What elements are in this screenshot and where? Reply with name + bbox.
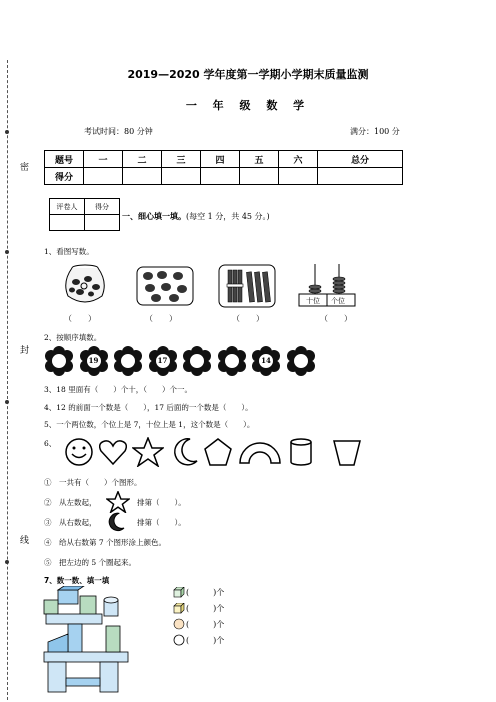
score-cell[interactable] bbox=[123, 168, 162, 185]
flower-number: 19 bbox=[88, 356, 99, 365]
cube-icon bbox=[173, 603, 185, 614]
flower-number bbox=[286, 346, 316, 376]
score-cell[interactable] bbox=[162, 168, 201, 185]
grader-header: 评卷人 bbox=[50, 199, 85, 215]
score-header-cell: 题号 bbox=[45, 151, 84, 168]
q6-label: 6、 bbox=[44, 439, 57, 448]
score-cell[interactable] bbox=[84, 168, 123, 185]
score-header-cell: 四 bbox=[201, 151, 240, 168]
cup-trapezoid-icon bbox=[332, 437, 362, 467]
flower-number bbox=[217, 346, 247, 376]
q7-row-4: ( )个 bbox=[186, 636, 225, 645]
cylinder-icon bbox=[288, 437, 314, 467]
q6-item-3: ③ 从右数起， bbox=[44, 518, 97, 527]
crescent-moon-icon bbox=[170, 437, 200, 467]
margin-dot bbox=[5, 250, 9, 254]
score-header-cell: 六 bbox=[279, 151, 318, 168]
section-1-title: 一、细心填一填。 bbox=[122, 212, 186, 221]
q1-label: 1、看图写数。 bbox=[44, 247, 94, 256]
flower-blank[interactable] bbox=[79, 346, 109, 376]
score-cell[interactable] bbox=[201, 168, 240, 185]
score-header-cell: 总分 bbox=[318, 151, 403, 168]
cylinder-icon bbox=[173, 618, 185, 630]
grader-cell[interactable] bbox=[50, 215, 85, 231]
flower-blank[interactable] bbox=[113, 346, 143, 376]
abacus-tens-label: 十位 bbox=[306, 297, 320, 305]
q6-item-2: ② 从左数起， bbox=[44, 498, 97, 507]
sphere-icon bbox=[173, 634, 185, 646]
q6-item-3-rank: 排第（ ）。 bbox=[137, 518, 186, 527]
star-icon bbox=[106, 491, 130, 513]
margin-char-mi: 密 bbox=[20, 163, 30, 173]
flower-number bbox=[182, 346, 212, 376]
flower-number bbox=[44, 346, 74, 376]
flower-number bbox=[113, 346, 143, 376]
q7-row-1: ( )个 bbox=[186, 588, 225, 597]
margin-dot bbox=[5, 400, 9, 404]
score-cell[interactable] bbox=[318, 168, 403, 185]
q7-row-3: ( )个 bbox=[186, 620, 225, 629]
section-1-note: (每空 1 分，共 45 分。) bbox=[186, 212, 270, 221]
flower-blank[interactable] bbox=[286, 346, 316, 376]
smiley-face-icon bbox=[64, 437, 94, 467]
flower-blank[interactable] bbox=[251, 346, 281, 376]
score-header-cell: 一 bbox=[84, 151, 123, 168]
abacus-ones-label: 个位 bbox=[331, 297, 345, 305]
score-header-cell: 二 bbox=[123, 151, 162, 168]
margin-char-feng: 封 bbox=[20, 346, 30, 356]
flower-number: 14 bbox=[261, 356, 271, 365]
animals-picture bbox=[136, 266, 194, 306]
score-cell[interactable] bbox=[240, 168, 279, 185]
q3-text: 3、18 里面有（ ）个十，（ ）个一。 bbox=[44, 385, 192, 394]
q5-text: 5、一个两位数，个位上是 7，十位上是 1，这个数是（ ）。 bbox=[44, 420, 255, 429]
exam-time: 考试时间：80 分钟 bbox=[84, 127, 153, 136]
q1-blank-4[interactable]: （ ） bbox=[320, 314, 352, 323]
q6-item-5: ⑤ 把左边的 5 个圈起来。 bbox=[44, 558, 137, 567]
q1-blank-1[interactable]: （ ） bbox=[64, 314, 96, 323]
crescent-moon-icon bbox=[106, 512, 126, 532]
grader-score-cell[interactable] bbox=[85, 215, 120, 231]
binding-margin-line bbox=[7, 60, 8, 700]
cuboid-icon bbox=[173, 587, 185, 598]
flower-blank[interactable] bbox=[44, 346, 74, 376]
pentagon-icon bbox=[203, 437, 233, 467]
score-header-cell: 三 bbox=[162, 151, 201, 168]
q7-label: 7、数一数、填一填 bbox=[44, 576, 110, 585]
q1-blank-3[interactable]: （ ） bbox=[232, 314, 264, 323]
stick-bundles-picture bbox=[218, 264, 276, 308]
score-table-header-row bbox=[45, 151, 403, 168]
heart-icon bbox=[98, 437, 128, 467]
exam-title: 2019—2020 学年度第一学期小学期末质量监测 bbox=[127, 68, 369, 81]
margin-dot bbox=[5, 560, 9, 564]
score-header-cell: 五 bbox=[240, 151, 279, 168]
score-row-label: 得分 bbox=[45, 168, 84, 185]
flower-blank[interactable] bbox=[217, 346, 247, 376]
q7-row-2: ( )个 bbox=[186, 604, 225, 613]
flower-blank[interactable] bbox=[148, 346, 178, 376]
q6-item-2-rank: 排第（ ）。 bbox=[137, 498, 186, 507]
q1-blank-2[interactable]: （ ） bbox=[145, 314, 177, 323]
full-score: 满分：100 分 bbox=[350, 127, 400, 136]
flower-blank[interactable] bbox=[182, 346, 212, 376]
score-table-score-row bbox=[45, 168, 403, 185]
rainbow-arch-icon bbox=[238, 437, 282, 467]
grader-score-header: 得分 bbox=[85, 199, 120, 215]
star-icon bbox=[132, 437, 164, 467]
fish-bowl-picture bbox=[60, 262, 110, 306]
building-blocks-picture bbox=[40, 586, 135, 698]
margin-char-xian: 线 bbox=[20, 536, 30, 546]
score-cell[interactable] bbox=[279, 168, 318, 185]
exam-subtitle: 一 年 级 数 学 bbox=[185, 99, 311, 112]
flower-number: 17 bbox=[157, 356, 168, 365]
margin-dot bbox=[5, 130, 9, 134]
score-table bbox=[44, 150, 403, 185]
q6-item-1: ① 一共有（ ）个图形。 bbox=[44, 478, 142, 487]
q2-label: 2、按顺序填数。 bbox=[44, 333, 102, 342]
section-1-heading bbox=[122, 211, 270, 222]
q6-item-4: ④ 给从右数第 7 个图形涂上颜色。 bbox=[44, 538, 167, 547]
q4-text: 4、12 的前面一个数是（ ），17 后面的一个数是（ ）。 bbox=[44, 403, 253, 412]
grader-table bbox=[49, 198, 120, 231]
